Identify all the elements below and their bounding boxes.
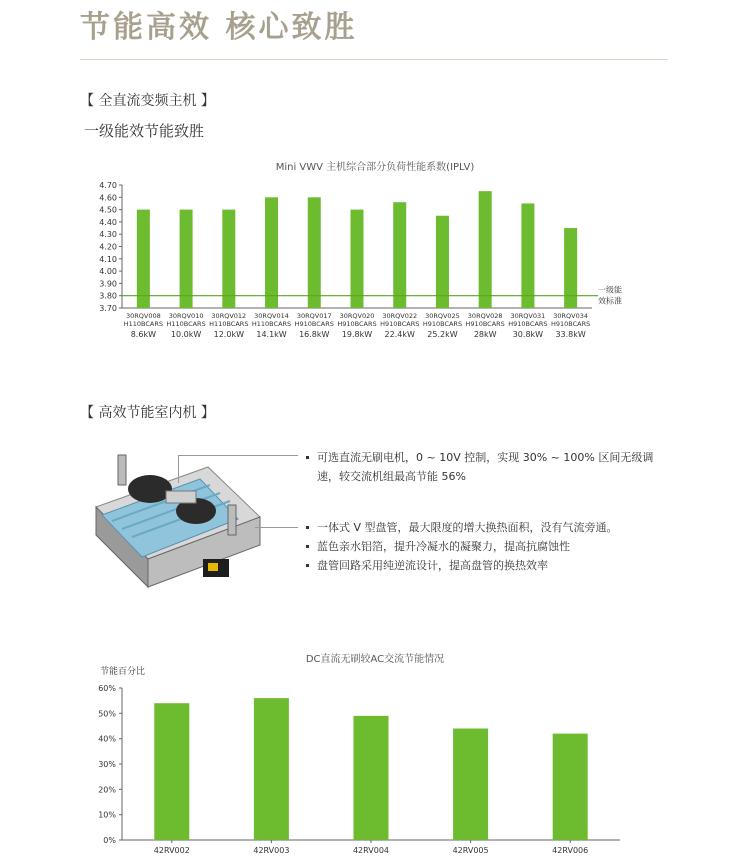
chart2-y-tick-label: 0% xyxy=(103,836,116,845)
chart1-y-tick-label: 4.40 xyxy=(99,217,117,227)
chart1-y-tick-label: 4.20 xyxy=(99,242,117,252)
chart2-bar xyxy=(553,734,588,840)
chart1-x-label-model: 30RQV014 xyxy=(254,312,289,320)
chart1-x-label-capacity: 8.6kW xyxy=(130,330,156,339)
chart1-y-tick-label: 4.50 xyxy=(99,205,117,215)
chart1-x-label-capacity: 30.8kW xyxy=(512,330,544,339)
chart2-x-label: 42RV003 xyxy=(253,846,290,855)
chart1-x-label-model: 30RQV017 xyxy=(296,312,332,320)
chart1-y-tick-label: 4.00 xyxy=(99,267,117,277)
chart1-x-label-variant: H110BCARS xyxy=(209,320,249,328)
chart1-reference-label: 效标准 xyxy=(598,296,622,306)
callout-line-motor xyxy=(178,455,298,456)
chart1-x-label-model: 30RQV008 xyxy=(125,312,161,320)
chart1-x-label-variant: H110BCARS xyxy=(166,320,206,328)
chart1-bar xyxy=(308,197,321,308)
chart1-x-label-capacity: 19.8kW xyxy=(341,330,373,339)
chart2-y-tick-label: 20% xyxy=(98,785,116,795)
chart2-x-label: 42RV005 xyxy=(452,846,489,855)
chart2-bar xyxy=(453,729,488,840)
chart1-bar xyxy=(393,202,406,308)
chart2-bar xyxy=(254,698,289,840)
chart1-y-tick-label: 4.30 xyxy=(99,230,117,240)
page-title: 节能高效 核心致胜 xyxy=(80,10,358,45)
chart2-bar xyxy=(154,703,189,840)
chart2-y-tick-label: 50% xyxy=(98,709,116,719)
chart1-x-label-model: 30RQV022 xyxy=(382,312,418,320)
chart1-bar xyxy=(222,210,235,308)
chart2-y-tick-label: 10% xyxy=(98,810,116,820)
chart1-x-label-capacity: 33.8kW xyxy=(555,330,586,339)
chart1-y-tick-label: 3.80 xyxy=(99,291,117,301)
chart1-y-tick-label: 4.10 xyxy=(99,254,117,264)
chart1-x-label-model: 30RQV034 xyxy=(553,312,589,320)
chart1-bar xyxy=(265,197,278,308)
chart1-x-label-capacity: 22.4kW xyxy=(384,330,415,339)
chart1-x-label-variant: H910BCARS xyxy=(294,320,334,328)
chart1-bar xyxy=(351,210,364,308)
chart1-x-label-variant: H910BCARS xyxy=(380,320,420,328)
chart1-x-label-capacity: 28kW xyxy=(473,330,497,339)
chart1-y-tick-label: 4.70 xyxy=(99,181,117,190)
chart1-x-label-model: 30RQV012 xyxy=(211,312,247,320)
feature-item-motor: 可选直流无刷电机，0 ~ 10V 控制，实现 30% ~ 100% 区间无级调速，较交流机组最高节能 56% xyxy=(305,448,665,486)
chart1-title: Mini VWV 主机综合部分负荷性能系数(IPLV) xyxy=(275,162,475,173)
chart2-y-tick-label: 30% xyxy=(98,760,116,769)
section-subheading-efficiency: 一级能效节能致胜 xyxy=(84,122,205,140)
chart1-x-label-capacity: 12.0kW xyxy=(213,330,244,339)
chart1-x-label-capacity: 16.8kW xyxy=(299,330,330,339)
feature-item-coil: 一体式 V 型盘管，最大限度的增大换热面积，没有气流旁通。 xyxy=(305,518,665,537)
chart1-x-label-variant: H910BCARS xyxy=(422,320,463,328)
chart1-x-label-variant: H110BCARS xyxy=(123,320,164,328)
chart1-x-label-model: 30RQV028 xyxy=(467,312,503,320)
iplv-bar-chart xyxy=(0,175,750,345)
chart1-bar xyxy=(521,203,534,308)
chart2-title: DC直流无刷较AC交流节能情况 xyxy=(305,654,445,665)
chart1-x-label-variant: H910BCARS xyxy=(337,320,377,328)
chart1-y-tick-label: 3.70 xyxy=(99,304,117,313)
chart1-y-tick-label: 3.90 xyxy=(99,279,117,289)
chart1-reference-label: 一级能 xyxy=(598,285,622,295)
callout-line-motor-drop xyxy=(178,455,179,483)
chart1-x-label-variant: H910BCARS xyxy=(508,320,548,328)
chart2-ylabel: 节能百分比 xyxy=(100,667,146,677)
title-divider xyxy=(80,59,668,60)
feature-list xyxy=(305,448,665,575)
chart2-y-tick-label: 60% xyxy=(98,684,116,693)
chart1-x-label-capacity: 10.0kW xyxy=(170,330,202,339)
chart1-x-label-model: 30RQV020 xyxy=(339,312,375,320)
chart1-bar xyxy=(479,191,492,308)
chart1-x-label-model: 30RQV031 xyxy=(510,312,546,320)
section-heading-indoor-unit: 【 高效节能室内机 】 xyxy=(80,405,215,421)
feature-item-fin: 蓝色亲水铝箔，提升冷凝水的凝聚力，提高抗腐蚀性 xyxy=(305,537,665,556)
chart2-y-tick-label: 40% xyxy=(98,734,116,744)
chart1-x-label-variant: H110BCARS xyxy=(251,320,292,328)
chart1-x-label-capacity: 25.2kW xyxy=(427,330,458,339)
chart1-bar xyxy=(436,216,449,308)
feature-item-circuit: 盘管回路采用纯逆流设计，提高盘管的换热效率 xyxy=(305,556,665,575)
chart2-x-label: 42RV004 xyxy=(352,846,390,855)
chart2-x-label: 42RV002 xyxy=(153,846,190,855)
chart1-x-label-model: 30RQV010 xyxy=(168,312,204,320)
chart1-bar xyxy=(180,210,193,308)
chart2-x-label: 42RV006 xyxy=(552,846,589,855)
chart2-bar xyxy=(354,716,389,840)
section-heading-inverter-host: 【 全直流变频主机 】 xyxy=(80,93,215,109)
chart1-x-label-variant: H910BCARS xyxy=(465,320,505,328)
callout-line-coil xyxy=(255,527,298,528)
chart1-bar xyxy=(137,210,150,308)
dc-ac-saving-bar-chart xyxy=(0,676,750,861)
chart1-x-label-capacity: 14.1kW xyxy=(256,330,287,339)
chart1-x-label-variant: H910BCARS xyxy=(550,320,591,328)
chart1-x-label-model: 30RQV025 xyxy=(425,312,460,320)
chart1-y-tick-label: 4.60 xyxy=(99,193,117,203)
